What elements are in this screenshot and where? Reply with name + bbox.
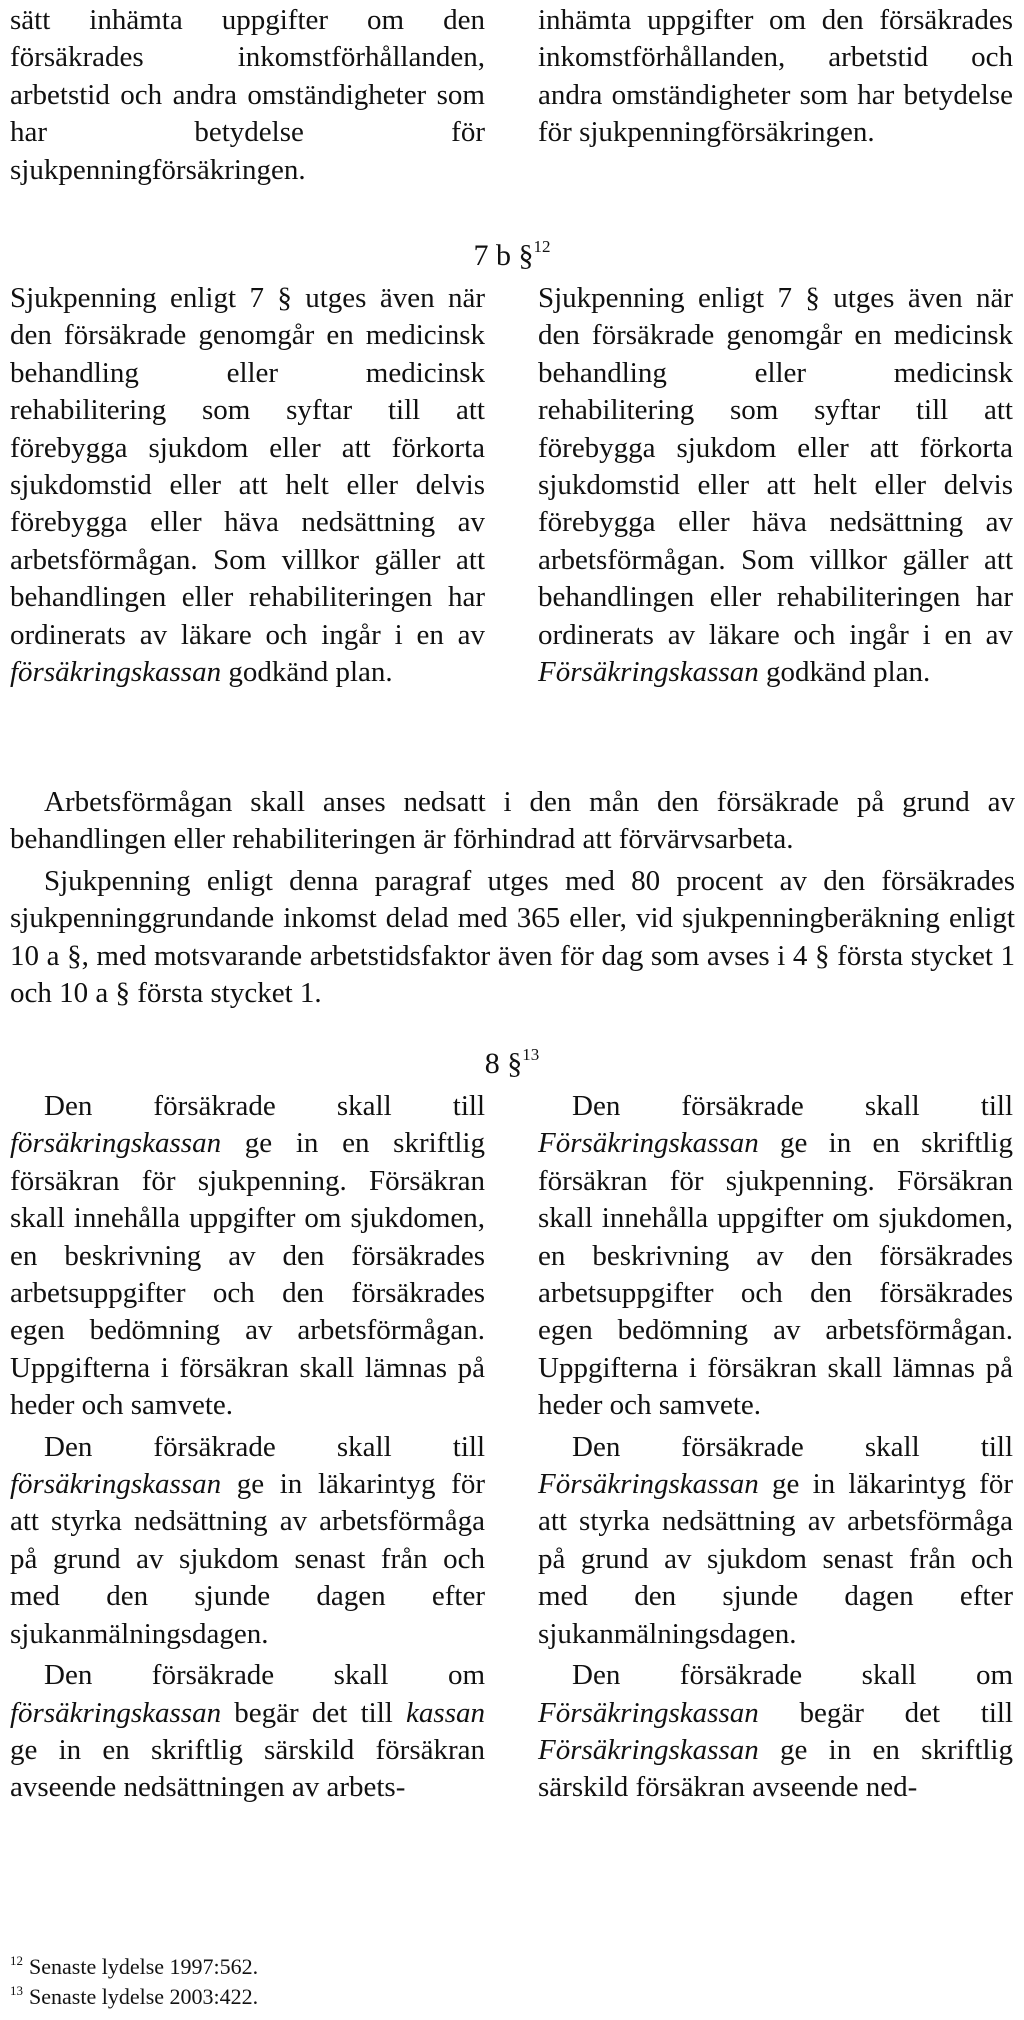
emphasis-run: försäkringskassan [10, 1127, 222, 1160]
emphasis-run: kassan [406, 1696, 485, 1729]
text-run: Sjukpenning enligt 7 § utges även när den försäkrade genomgår en medicinsk behandling eller medicinsk rehabilitering som syftar till att förebygga sjukdom eller att förkorta sjukdomstid eller att helt eller delvis förebygga eller häva nedsättning av arbetsförmågan. Som villkor gäller att behandlingen eller rehabiliteringen har ordinerats av läkare och ingår i en av [10, 282, 485, 651]
footnote-ref-12: 12 [533, 237, 551, 256]
section-7b-heading [0, 238, 1024, 274]
section-7b-left-column [10, 280, 485, 691]
section-8-left-paragraph-1 [10, 1088, 485, 1425]
emphasis-run: försäkringskassan [10, 656, 222, 689]
footnote-13 [10, 1982, 258, 2012]
section-8-right-paragraph-3 [538, 1657, 1013, 1807]
footnote-ref-13: 13 [522, 1045, 540, 1064]
section-8-left-paragraph-2 [10, 1429, 485, 1653]
top-right-column [538, 2, 1013, 152]
text-run: Den försäkrade skall till [44, 1090, 485, 1122]
emphasis-run: Försäkringskassan [538, 656, 759, 689]
section-7b-left-paragraph [10, 280, 485, 691]
emphasis-run: försäkringskassan [10, 1696, 222, 1729]
emphasis-run: Försäkringskassan [538, 1127, 759, 1160]
section-8-left-paragraph-3 [10, 1657, 485, 1807]
emphasis-run: Försäkringskassan [538, 1468, 759, 1501]
text-run: Den försäkrade skall till [44, 1430, 485, 1463]
text-run: Den försäkrade skall till [572, 1430, 1013, 1463]
section-7b-heading-text: 7 b § [473, 239, 534, 272]
footnote-number: 12 [10, 1953, 23, 1968]
text-run: ge in en skriftlig särskild försäkran avseende nedsättningen av arbets- [10, 1733, 485, 1804]
section-8-left-column [10, 1088, 485, 1807]
top-left-paragraph: sätt inhämta uppgifter om den försäkrades inkomstförhållanden, arbetstid och andra omständigheter som har betydelse för sjukpenningförsäkringen. [10, 4, 485, 186]
text-run: Sjukpenning enligt 7 § utges även när den försäkrade genomgår en medicinsk behandling eller medicinsk rehabilitering som syftar till att förebygga sjukdom eller att förkorta sjukdomstid eller att helt eller delvis förebygga eller häva nedsättning av arbetsförmågan. Som villkor gäller att behandlingen eller rehabiliteringen har ordinerats av läkare och ingår i en av [538, 282, 1013, 651]
text-run: Den försäkrade skall till [572, 1090, 1013, 1122]
text-run: godkänd plan. [221, 656, 393, 689]
section-7b-common-paragraph-2: Sjukpenning enligt denna paragraf utges med 80 procent av den försäkrades sjukpenninggrundande inkomst delad med 365 eller, vid sjukpenningberäkning enligt 10 a §, med motsvarande arbetstidsfaktor även för dag som avses i 4 § första stycket 1 och 10 a § första stycket 1. [10, 864, 1015, 1010]
footnote-text: Senaste lydelse 1997:562. [29, 1954, 259, 1979]
text-run: ge in läkarintyg för att styrka nedsättning av arbetsförmåga på grund av sjukdom senast från och med den sjunde dagen efter sjukanmälningsdagen. [538, 1468, 1013, 1650]
footnote-12 [10, 1952, 258, 1982]
text-run: ge in en skriftlig försäkran för sjukpenning. Försäkran skall innehålla uppgifter om sjukdomen, en beskrivning av den försäkrades arbetsuppgifter och den försäkrades egen bedömning av arbetsförmågan. Uppgifterna i försäkran skall lämnas på heder och samvete. [538, 1127, 1013, 1422]
top-left-column [10, 2, 485, 189]
text-run: godkänd plan. [758, 656, 931, 689]
section-8-right-paragraph-1 [538, 1088, 1013, 1425]
section-8-right-column [538, 1088, 1013, 1807]
text-run: begär det till [758, 1696, 1013, 1729]
text-run: begär det till [221, 1696, 407, 1729]
section-8-heading-text: 8 § [484, 1047, 523, 1080]
section-7b-common-paragraph-1: Arbetsförmågan skall anses nedsatt i den mån den försäkrade på grund av behandlingen eller rehabiliteringen är förhindrad att förvärvsarbeta. [10, 786, 1015, 856]
text-run: Den försäkrade skall om [572, 1659, 1013, 1692]
footnotes [10, 1952, 258, 2012]
emphasis-run: Försäkringskassan [538, 1696, 759, 1729]
footnote-number: 13 [10, 1983, 23, 1998]
text-run: ge in läkarintyg för att styrka nedsättning av arbetsförmåga på grund av sjukdom senast från och med den sjunde dagen efter sjukanmälningsdagen. [10, 1468, 485, 1650]
section-7b-common-text [10, 784, 1015, 1012]
text-run: Den försäkrade skall om [44, 1659, 485, 1692]
section-8-right-paragraph-2 [538, 1429, 1013, 1653]
emphasis-run: Försäkringskassan [538, 1733, 759, 1766]
emphasis-run: försäkringskassan [10, 1468, 222, 1501]
section-7b-right-paragraph [538, 280, 1013, 691]
footnote-text: Senaste lydelse 2003:422. [29, 1984, 259, 2009]
text-run: ge in en skriftlig särskild försäkran avseende ned- [538, 1733, 1013, 1804]
section-8-heading [0, 1046, 1024, 1082]
text-run: ge in en skriftlig försäkran för sjukpenning. Försäkran skall innehålla uppgifter om sjukdomen, en beskrivning av den försäkrades arbetsuppgifter och den försäkrades egen bedömning av arbetsförmågan. Uppgifterna i försäkran skall lämnas på heder och samvete. [10, 1127, 485, 1422]
top-right-paragraph: inhämta uppgifter om den försäkrades inkomstförhållanden, arbetstid och andra omständigheter som har betydelse för sjukpenningförsäkringen. [538, 4, 1013, 149]
section-7b-right-column [538, 280, 1013, 691]
